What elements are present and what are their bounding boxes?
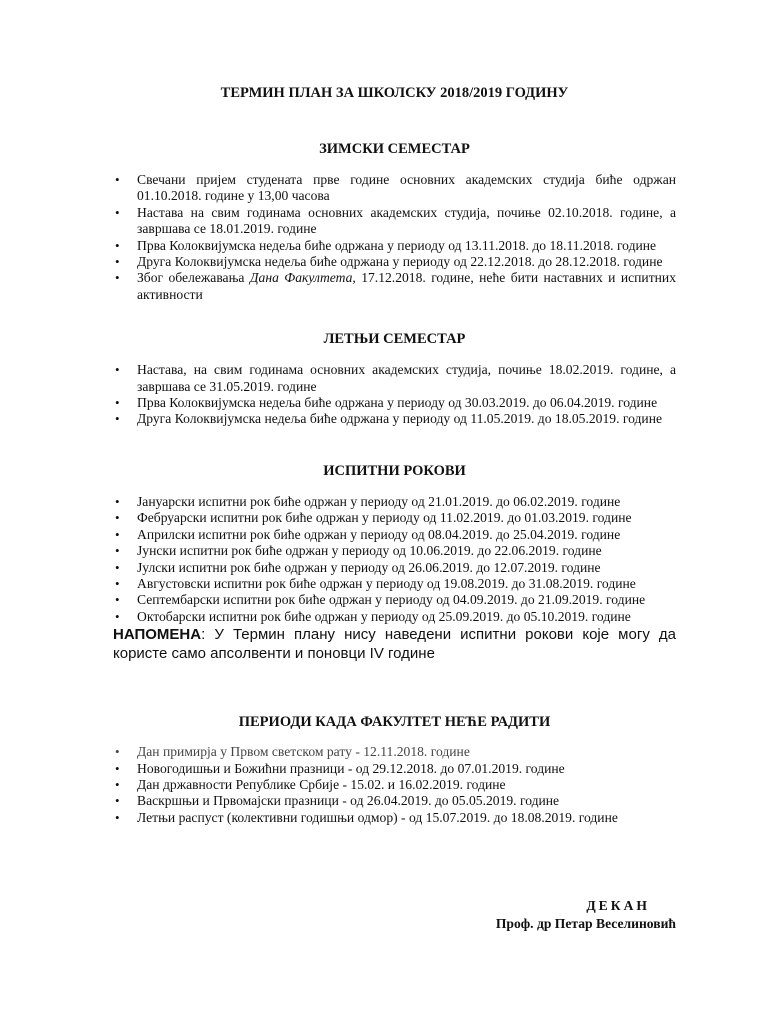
list-item: • Летњи распуст (колективни годишњи одмор) - од 15.07.2019. до 18.08.2019. године (115, 809, 618, 825)
bullet-icon: • (115, 362, 120, 378)
exam-periods-heading: ИСПИТНИ РОКОВИ (323, 462, 466, 479)
bullet-icon: • (115, 526, 120, 542)
list-item: • Дан државности Републике Србије - 15.02. и 16.02.2019. године (115, 776, 506, 792)
dean-name: Проф. др Петар Веселиновић (495, 916, 676, 931)
exam-periods-list (113, 494, 676, 625)
note-label: НАПОМЕНА (113, 626, 202, 644)
bullet-icon: • (115, 793, 120, 809)
summer-semester-heading: ЛЕТЊИ СЕМЕСТАР (323, 331, 466, 348)
bullet-icon: • (115, 776, 120, 792)
list-item: • Октобарски испитни рок биће одржан у периоду од 25.09.2019. до 05.10.2019. године (115, 608, 631, 624)
bullet-icon: • (115, 254, 120, 270)
bullet-icon: • (115, 493, 120, 509)
list-item: • Настава, на свим годинама основних академских студија, почиње 18.02.2019. године, а завршава се 31.05.2019. године (115, 362, 676, 394)
list-item: • Друга Колоквијумска недеља биће одржана у периоду од 11.05.2019. до 18.05.2019. године (115, 411, 663, 427)
list-item: • Прва Колоквијумска недеља биће одржана у периоду од 30.03.2019. до 06.04.2019. године (115, 395, 658, 411)
bullet-icon: • (115, 543, 120, 559)
list-item: • Јулски испитни рок биће одржан у периоду од 26.06.2019. до 12.07.2019. године (115, 559, 601, 575)
bullet-icon: • (115, 559, 120, 575)
closed-periods-list (113, 744, 676, 826)
list-item: • Васкршњи и Првомајски празници - од 26.04.2019. до 05.05.2019. године (115, 793, 560, 809)
list-item: • Јунски испитни рок биће одржан у периоду од 10.06.2019. до 22.06.2019. године (115, 543, 602, 559)
bullet-icon: • (115, 510, 120, 526)
note-text: : У Термин плану нису наведени испитни рокови које могу да користе само апсолвенти и поновци IV године (113, 626, 676, 663)
winter-semester-list (113, 172, 676, 303)
list-item: • Настава на свим годинама основних академских студија, почиње 02.10.2018. године, а завршава се 18.01.2019. године (115, 204, 676, 237)
bullet-icon: • (115, 237, 120, 253)
list-item: • Прва Колоквијумска недеља биће одржана у периоду од 13.11.2018. до 18.11.2018. године (115, 237, 657, 253)
list-item: • Дан примирја у Првом светском рату - 12.11.2018. године (115, 744, 470, 760)
list-item: • Друга Колоквијумска недеља биће одржана у периоду од 22.12.2018. до 28.12.2018. године (115, 254, 663, 270)
bullet-icon: • (115, 809, 120, 825)
summer-semester-list (113, 362, 676, 428)
list-item: • Августовски испитни рок биће одржан у периоду од 19.08.2019. до 31.08.2019. године (115, 575, 636, 591)
bullet-icon: • (115, 204, 120, 220)
bullet-icon: • (115, 760, 120, 776)
bullet-icon: • (115, 744, 120, 760)
list-item: • Свечани пријем студената прве године основних академских студија биће одржан 01.10.2018. године у 13,00 часова (115, 172, 676, 204)
bullet-icon: • (115, 172, 120, 187)
bullet-icon: • (115, 592, 120, 608)
bullet-icon: • (115, 395, 120, 411)
list-item: • Септембарски испитни рок биће одржан у периоду од 04.09.2019. до 21.09.2019. године (115, 592, 646, 608)
document-title: ТЕРМИН ПЛАН ЗА ШКОЛСКУ 2018/2019 ГОДИНУ (220, 85, 569, 101)
list-item: • Због обележавања Дана Факултета, 17.12.2018. године, неће бити наставних и испитних активности (115, 270, 676, 302)
bullet-icon: • (115, 575, 120, 591)
list-item: • Јануарски испитни рок биће одржан у периоду од 21.01.2019. до 06.02.2019. године (115, 493, 621, 509)
list-item: • Фебруарски испитни рок биће одржан у периоду од 11.02.2019. до 01.03.2019. године (115, 510, 632, 526)
winter-semester-heading: ЗИМСКИ СЕМЕСТАР (319, 141, 470, 157)
document-content (113, 84, 676, 826)
list-item: • Априлски испитни рок биће одржан у периоду од 08.04.2019. до 25.04.2019. године (115, 526, 621, 542)
bullet-icon: • (115, 270, 120, 286)
dean-title: ДЕКАН (586, 898, 650, 913)
exam-note (113, 625, 676, 663)
list-item: • Новогодишњи и Божићни празници - од 29.12.2018. до 07.01.2019. године (115, 760, 565, 776)
bullet-icon: • (115, 608, 120, 624)
bullet-icon: • (115, 411, 120, 427)
closed-periods-heading: ПЕРИОДИ КАДА ФАКУЛТЕТ НЕЋЕ РАДИТИ (238, 714, 551, 731)
